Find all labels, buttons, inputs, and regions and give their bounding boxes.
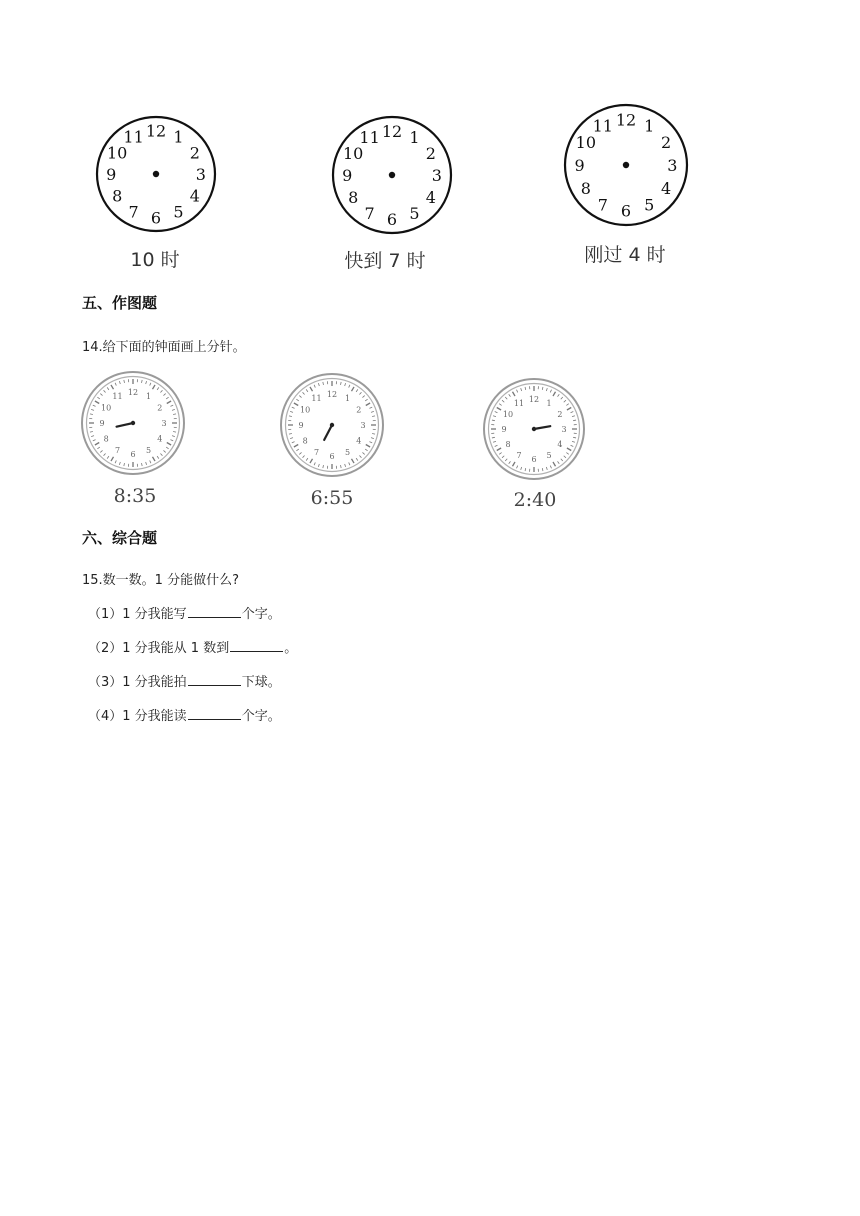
clock-numeral: 4 — [425, 188, 436, 208]
watch-numeral: 11 — [112, 392, 123, 402]
watch-numeral: 1 — [145, 392, 152, 402]
watch-numeral: 5 — [344, 447, 351, 457]
clock-numeral: 2 — [425, 143, 436, 163]
watch-numeral: 12 — [326, 390, 338, 399]
watch-numeral: 4 — [356, 436, 362, 446]
clock-numeral: 11 — [123, 127, 144, 147]
clock-numeral: 6 — [386, 210, 398, 230]
watch-center-dot — [532, 427, 536, 431]
clock-numeral: 3 — [431, 166, 442, 185]
clock-numeral: 9 — [342, 166, 353, 185]
watch-time-label-1: 8:35 — [113, 485, 157, 507]
watch-numeral: 6 — [531, 455, 537, 464]
watch-numeral: 8 — [302, 436, 308, 446]
clock-numeral: 10 — [575, 133, 597, 153]
watch-numeral: 5 — [546, 450, 552, 460]
watch-numeral: 1 — [546, 399, 552, 409]
clock-numeral: 5 — [644, 195, 655, 215]
watch-numeral: 12 — [127, 388, 139, 397]
clock-numeral: 5 — [409, 204, 420, 224]
watch-numeral: 7 — [313, 447, 320, 457]
answer-blank-2[interactable] — [230, 639, 283, 652]
watch-time-label-3: 2:40 — [513, 489, 557, 511]
watch-numeral: 6 — [329, 452, 335, 461]
section-heading-comprehensive: 六、综合题 — [82, 529, 158, 547]
clock-numeral: 12 — [145, 121, 167, 141]
watch-numeral: 2 — [356, 405, 362, 415]
watch-numeral: 9 — [501, 425, 507, 434]
watch-numeral: 3 — [561, 425, 567, 434]
question-15: 15.数一数。1 分能做什么? — [82, 573, 239, 588]
clock-numeral: 7 — [597, 195, 608, 215]
clock-numeral: 8 — [112, 186, 123, 206]
clock-numeral: 12 — [615, 110, 637, 130]
watch-numeral: 1 — [344, 394, 351, 404]
clock-caption-1: 10 时 — [130, 249, 180, 271]
clock-numeral: 2 — [661, 133, 672, 153]
watch-numeral: 6 — [130, 450, 136, 459]
watch-numeral: 7 — [516, 450, 522, 460]
item-3-suffix: 下球。 — [241, 675, 281, 690]
clock-numeral: 10 — [106, 143, 128, 163]
question-15-item-1 — [88, 603, 281, 622]
item-4-prefix: （4）1 分我能读 — [88, 709, 187, 724]
watch-numeral: 12 — [528, 395, 540, 404]
watch-numeral: 10 — [502, 410, 514, 419]
watch-numeral: 11 — [513, 399, 525, 409]
watch-center-dot — [330, 423, 334, 427]
watch-center-dot — [131, 421, 135, 425]
item-2-suffix: 。 — [284, 641, 298, 656]
watch-numeral: 11 — [311, 394, 322, 404]
clock-numeral: 11 — [592, 116, 613, 136]
clock-numeral: 3 — [667, 156, 678, 175]
watch-numeral: 5 — [145, 445, 152, 455]
clock-numeral: 8 — [580, 178, 591, 198]
watch-numeral: 9 — [99, 419, 105, 428]
clock-numeral: 1 — [409, 127, 420, 147]
clock-numeral: 1 — [173, 127, 184, 147]
watch-numeral: 3 — [161, 419, 167, 428]
watch-numeral: 4 — [557, 440, 563, 449]
clock-numeral: 5 — [173, 202, 184, 222]
clock-numeral: 10 — [342, 143, 364, 163]
clock-face-2 — [331, 115, 453, 235]
clock-center-dot — [389, 172, 395, 178]
watch-numeral: 9 — [298, 421, 304, 430]
answer-blank-3[interactable] — [188, 673, 241, 686]
watch-numeral: 8 — [505, 440, 511, 449]
clock-center-dot — [623, 162, 629, 168]
watch-numeral: 10 — [300, 405, 311, 415]
item-1-prefix: （1）1 分我能写 — [88, 607, 187, 622]
clock-numeral: 4 — [661, 178, 672, 198]
watch-numeral: 10 — [101, 403, 112, 413]
watch-numeral: 4 — [157, 434, 163, 444]
clock-numeral: 7 — [364, 204, 375, 224]
clock-numeral: 6 — [620, 201, 632, 221]
watch-numeral: 2 — [157, 403, 163, 413]
item-3-prefix: （3）1 分我能拍 — [88, 675, 187, 690]
watch-numeral: 7 — [114, 445, 121, 455]
clock-numeral: 9 — [574, 156, 585, 175]
answer-blank-4[interactable] — [188, 707, 241, 720]
item-1-suffix: 个字。 — [241, 607, 281, 622]
clock-numeral: 12 — [381, 121, 403, 141]
clock-caption-2: 快到 7 时 — [344, 250, 426, 272]
watch-numeral: 8 — [103, 434, 109, 444]
answer-blank-1[interactable] — [188, 605, 241, 618]
clock-numeral: 9 — [106, 165, 117, 184]
clock-face-3 — [563, 103, 689, 227]
clock-numeral: 6 — [150, 208, 162, 228]
question-14: 14.给下面的钟面画上分针。 — [82, 340, 246, 355]
clock-numeral: 7 — [128, 202, 139, 222]
clock-numeral: 3 — [195, 165, 206, 184]
watch-face-2[interactable] — [279, 372, 385, 478]
clock-caption-3: 刚过 4 时 — [584, 244, 666, 266]
clock-numeral: 11 — [359, 127, 380, 147]
item-2-prefix: （2）1 分我能从 1 数到 — [88, 641, 230, 656]
clock-center-dot — [153, 171, 159, 177]
clock-numeral: 1 — [644, 116, 655, 136]
watch-face-1[interactable] — [80, 370, 186, 476]
watch-numeral: 3 — [360, 421, 366, 430]
clock-numeral: 8 — [348, 188, 359, 208]
watch-face-3[interactable] — [482, 377, 586, 481]
section-heading-drawing: 五、作图题 — [82, 294, 158, 312]
question-15-item-3 — [88, 671, 281, 690]
clock-numeral: 4 — [189, 186, 200, 206]
question-15-item-2 — [88, 637, 297, 656]
clock-face-1 — [95, 115, 217, 233]
item-4-suffix: 个字。 — [241, 709, 281, 724]
watch-time-label-2: 6:55 — [310, 487, 354, 509]
clock-numeral: 2 — [189, 143, 200, 163]
watch-numeral: 2 — [557, 410, 563, 419]
question-15-item-4 — [88, 705, 281, 724]
